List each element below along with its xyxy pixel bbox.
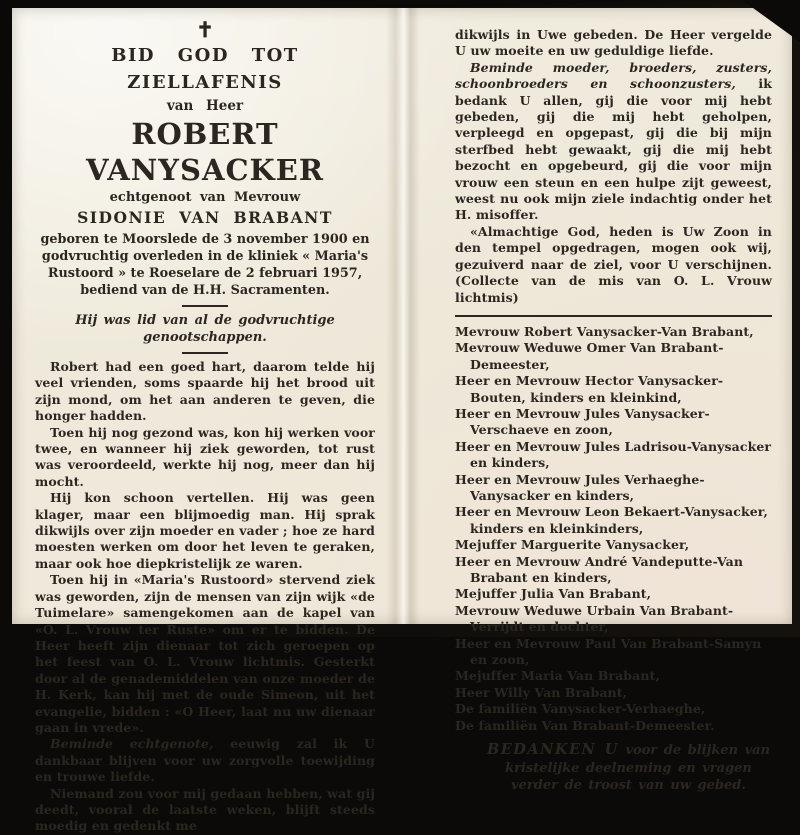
mourners-divider-rule — [455, 315, 772, 317]
mourner-entry: Heer en Mevrouw Jules Vanysacker-Verschaeve en zoon, — [455, 405, 710, 438]
mourner-entry: Mejuffer Marguerite Vanysacker, — [455, 537, 690, 553]
prayer-paragraph: «Almachtige God, heden is Uw Zoon in den tempel opgedragen, mogen ook wij, gezuiverd naar de ziel, voor U verschijnen. (Collecte van de mis van O. L. Vrouw lichtmis) — [455, 223, 772, 305]
closing-rest: voor de blijken van kristelijke deelneming en vragen verder de troost van uw gebed. — [505, 743, 771, 794]
closing-lead: BEDANKEN U — [486, 741, 619, 759]
deceased-name: ROBERT VANYSACKER — [86, 117, 324, 187]
mourner-entry: Mevrouw Weduwe Omer Van Brabant-Demeester, — [455, 340, 724, 372]
memorial-title: BID GOD TOT ZIELLAFENIS — [111, 45, 299, 93]
mourner-entry: Heer en Mevrouw André Vandeputte-Van Brabant en kinders, — [455, 553, 744, 585]
mourner-entry: Heer Willy Van Brabant, — [455, 684, 628, 700]
cross-icon: ✝ — [196, 17, 214, 42]
mourner-entry: Mevrouw Robert Vanysacker-Van Brabant, — [455, 323, 754, 339]
membership-line: Hij was lid van al de godvruchtige genootschappen. — [75, 313, 335, 345]
family-address-lead: Beminde moeder, broeders, zusters, schoonbroeders en schoonzusters, — [455, 59, 772, 92]
page-right — [402, 8, 792, 794]
biography-paragraph: Hij kon schoon vertellen. Hij was geen klager, maar een blijmoedig man. Hij sprak dikwijls over zijn moeder en vader ; hoe ze hard moesten werken om door het leven te geraken, maar ook hoe diepkristelijk ze waren. — [35, 490, 375, 571]
divider-rule — [182, 305, 228, 307]
mourner-entry: Mejuffer Julia Van Brabant, — [455, 586, 652, 602]
continuation-paragraph: dikwijls in Uwe gebeden. De Heer vergelde U uw moeite en uw geduldige liefde. — [455, 27, 772, 59]
biography-paragraph: Toen hij nog gezond was, kon hij werken voor twee, en wanneer hij ziek geworden, tot rust was veroordeeld, werkte hij nog, meer dan hij mocht. — [35, 424, 375, 489]
divider-rule — [182, 352, 228, 354]
mourner-entry: Mejuffer Maria Van Brabant, — [455, 668, 660, 684]
family-address-rest: ik bedank U allen, gij die voor mij hebt gebeden, gij die mij hebt geholpen, verpleegd en opgepast, gij die bij mijn sterfbed hebt gewaakt, gij die mij hebt bezocht en opgebeurd, gij die voor mijn vrouw een steun en een hulpe zijt geweest, weest nu ook mijn ziele indachtig onder het H. misoffer. — [455, 76, 772, 223]
mourner-entry: Heer en Mevrouw Jules Ladrisou-Vanysacker en kinders, — [455, 438, 772, 471]
mourner-entry: Heer en Mevrouw Paul Van Brabant-Samyn en zoon, — [455, 635, 762, 668]
biography-paragraph: Robert had een goed hart, daarom telde hij veel vrienden, soms spaarde hij het brood uit zijn mond, om het aan anderen te geven, die honger hadden. — [35, 359, 375, 424]
mourner-entry: Heer en Mevrouw Hector Vanysacker-Bouten, kinders en kleinkind, — [455, 373, 724, 405]
spouse-address-rest: eeuwig zal ik U dankbaar blijven voor uw zorgvolle toewijding en trouwe liefde. — [35, 736, 375, 785]
mourner-entry: Heer en Mevrouw Leon Bekaert-Vanysacker, kinders en kleinkinders, — [455, 504, 769, 536]
mourner-entry: De familiën Van Brabant-Demeester. — [455, 717, 715, 733]
spouse-address-lead: Beminde echtgenote, — [50, 736, 214, 752]
mourner-entry: Mevrouw Weduwe Urbain Van Brabant-Verrijdt en dochter, — [455, 602, 734, 635]
mourner-entry: Heer en Mevrouw Jules Verhaeghe-Vanysacker en kinders, — [455, 471, 705, 503]
closing-thanks — [455, 741, 772, 795]
spouse-name: SIDONIE VAN BRABANT — [77, 208, 333, 227]
of-line: van Heer — [166, 98, 244, 114]
prayer-card-paper — [12, 8, 792, 834]
mourner-entry: De familiën Vanysacker-Verhaeghe, — [455, 701, 706, 717]
scan-top-edge — [320, 0, 800, 7]
biography-paragraph: Toen hij in «Maria's Rustoord» stervend ziek was geworden, zijn de mensen van zijn wijk «de Tuimelare» samengekomen aan de kapel van «O. L. Vrouw ter Ruste» om er te bidden. De Heer heeft zijn dienaar tot zich geroepen op het feest van O. L. Vrouw lichtmis. Gesterkt door al de genademiddelen van onze moeder de H. Kerk, kan hij met de oude Simeon, uit het evangelie, bidden : «O Heer, laat nu uw dienaar gaan in vrede». — [35, 572, 375, 735]
spouse-address-paragraph — [35, 736, 375, 785]
mourners-list — [455, 324, 772, 734]
family-address-paragraph — [455, 60, 772, 224]
biography-paragraph-last: Niemand zou voor mij gedaan hebben, wat gij deedt, vooral de laatste weken, blijft steeds moedig en gedenkt me — [35, 785, 375, 834]
biography-text — [35, 359, 375, 835]
spouse-intro: echtgenoot van Mevrouw — [109, 190, 301, 205]
birth-death-details: geboren te Moorslede de 3 november 1900 en godvruchtig overleden in de kliniek « Maria's Rustoord » te Roeselare de 2 februari 1957, bediend van de H.H. Sacramenten. — [40, 232, 370, 298]
page-left — [12, 8, 402, 834]
memorial-header — [35, 18, 375, 354]
